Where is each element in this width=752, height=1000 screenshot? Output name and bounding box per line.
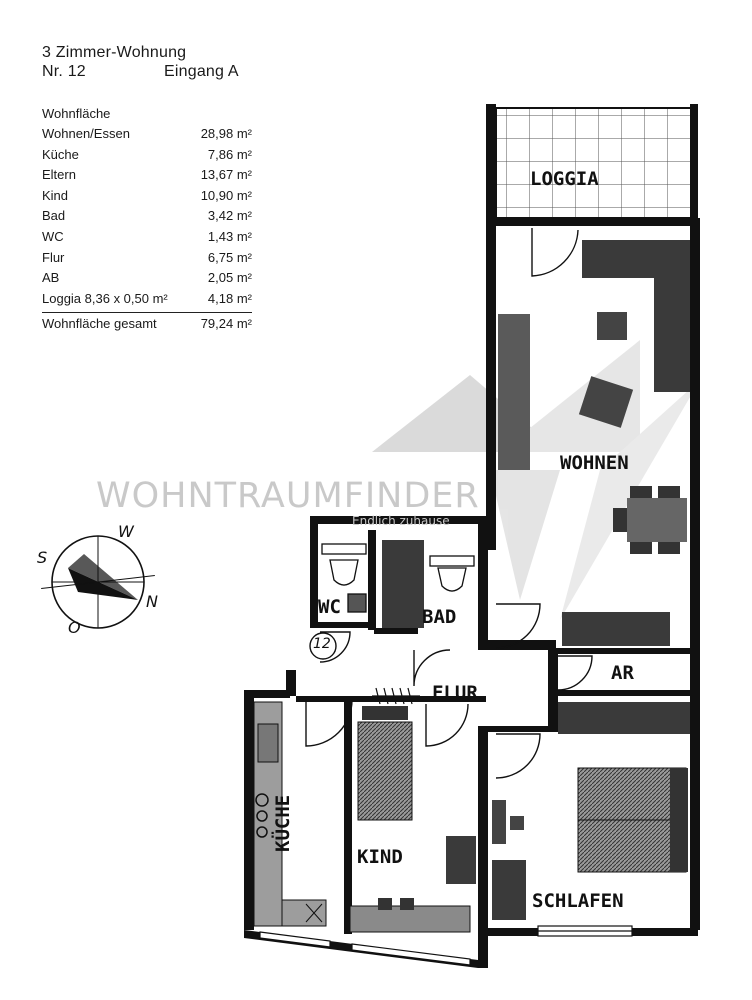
area-row: WC 1,43 m² [42, 228, 252, 244]
room-label-kueche: KÜCHE [272, 794, 294, 852]
watermark-brand: WOHNTRAUMFINDER [96, 476, 480, 516]
compass-label-o: O [68, 618, 81, 637]
area-row: AB 2,05 m² [42, 270, 252, 286]
compass-label-w: W [118, 522, 134, 541]
area-row: Bad 3,42 m² [42, 208, 252, 224]
room-label-kind: KIND [357, 846, 403, 868]
apartment-number: Nr. 12 [42, 63, 86, 80]
area-row: Wohnen/Essen 28,98 m² [42, 126, 252, 141]
compass-label-n: N [146, 592, 158, 611]
plan-title: 3 Zimmer-Wohnung [42, 44, 187, 61]
compass-icon [41, 530, 155, 635]
room-label-flur: FLUR [432, 682, 478, 704]
watermark-slogan: Endlich zuhause [352, 514, 450, 528]
compass-label-s: S [37, 548, 48, 567]
area-row: Loggia 8,36 x 0,50 m² 4,18 m² [42, 290, 252, 306]
unit-badge: 12 [313, 636, 331, 652]
room-label-ar: AR [611, 662, 634, 684]
loggia-area [486, 104, 698, 222]
entrance-label: Eingang A [164, 63, 239, 80]
area-total-row: Wohnfläche gesamt 79,24 m² [42, 312, 252, 335]
room-label-wc: WC [318, 596, 341, 618]
room-label-bad: BAD [422, 606, 457, 628]
room-label-schlafen: SCHLAFEN [532, 890, 624, 912]
room-label-wohnen: WOHNEN [560, 452, 629, 474]
area-row: Kind 10,90 m² [42, 187, 252, 203]
area-table-heading: Wohnfläche [42, 106, 111, 121]
kids-furniture [350, 706, 476, 932]
area-row: Flur 6,75 m² [42, 249, 252, 265]
room-label-loggia: LOGGIA [530, 168, 599, 190]
area-row: Küche 7,86 m² [42, 146, 252, 162]
area-row: Eltern 13,67 m² [42, 167, 252, 183]
